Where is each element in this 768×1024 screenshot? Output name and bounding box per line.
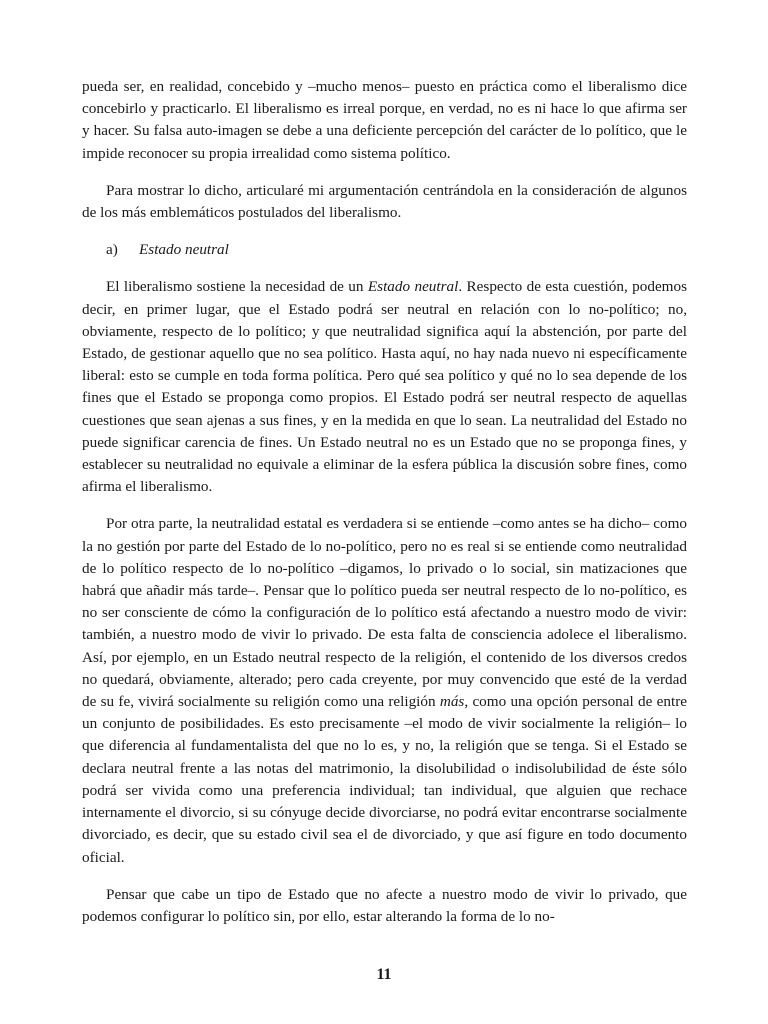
- paragraph-argument-intro: Para mostrar lo dicho, articularé mi argumentación centrándola en la consideración de algunos de los más emblemáticos postulados del liberalismo.: [82, 181, 687, 222]
- paragraph-estado-neutral: [82, 276, 687, 498]
- section-letter: a): [106, 241, 118, 259]
- paragraph-continuation: pueda ser, en realidad, concebido y –mucho menos– puesto en práctica como el liberalismo dice concebirlo y practicarlo. El liberalismo es irreal porque, en verdad, no es ni hace lo que afirma ser y hacer. Su falsa auto-imagen se debe a una deficiente percepción del carácter de lo político, que le impide reconocer su propia irrealidad como sistema político.: [82, 78, 687, 162]
- paragraph-neutralidad-estatal: [82, 513, 687, 868]
- paragraph-text: El liberalismo sostiene la necesidad de un: [106, 278, 368, 296]
- document-body: [82, 76, 687, 943]
- paragraph-text: Por otra parte, la neutralidad estatal es verdadera si se entiende –como antes se ha dicho– como la no gestión por parte del Estado de lo no-político, pero no es real si se entiende como neutralidad de lo político respecto de lo no-político –digamos, lo privado o lo social, sin matizaciones que habrá que añadir más tarde–. Pensar que lo político pueda ser neutral respecto de lo no-político, es no ser consciente de cómo la configuración de lo político está afectando a nuestro modo de vivir: también, a nuestro modo de vivir lo privado. De esta falta de consciencia adolece el liberalismo. Así, por ejemplo, en un Estado neutral respecto de la religión, el contenido de los diversos credos no quedará, obviamente, alterado; pero cada creyente, por muy convencido que esté de la verdad de su fe, vivirá socialmente su religión como una religión: [82, 515, 687, 711]
- section-title: Estado neutral: [139, 241, 229, 259]
- paragraph-text: , como una opción personal de entre un conjunto de posibilidades. Es esto precisamente –el modo de vivir socialmente la religión– lo que diferencia al fundamentalista del que no lo es, y no, la religión que se tenga. Si el Estado se declara neutral frente a las notas del matrimonio, la disolubilidad o indisolubilidad de éste sólo podrá ser vivida como una preferencia individual; tan individual, que alguien que rechace internamente el divorcio, si su cónyuge decide divorciarse, no podrá evitar encontrarse socialmente divorciado, es decir, que su estado civil sea el de divorciado, y que así figure en todo documento oficial.: [82, 693, 687, 866]
- page-number: 11: [376, 966, 392, 983]
- emphasis-text: Estado neutral: [367, 278, 459, 296]
- emphasis-text: más: [439, 693, 465, 711]
- paragraph-text: . Respecto de esta cuestión, podemos decir, en primer lugar, que el Estado podrá ser neutral en relación con lo no-político; no, obviamente, respecto de lo político; y que neutralidad significa aquí la abstención, por parte del Estado, de gestionar aquello que no sea político. Hasta aquí, no hay nada nuevo ni específicamente liberal: esto se cumple en toda forma política. Pero qué sea político y qué no lo sea depende de los fines que el Estado se proponga como propios. El Estado podrá ser neutral respecto de aquellas cuestiones que sean ajenas a sus fines, y en la medida en que lo sean. La neutralidad del Estado no puede significar carencia de fines. Un Estado neutral no es un Estado que no se proponga fines, y establecer su neutralidad no equivale a eliminar de la esfera pública la discusión sobre fines, como afirma el liberalismo.: [82, 278, 687, 496]
- section-heading: [82, 239, 687, 261]
- paragraph-tipo-estado: Pensar que cabe un tipo de Estado que no afecte a nuestro modo de vivir lo privado, que podemos configurar lo político sin, por ello, estar alterando la forma de lo no-: [82, 885, 687, 925]
